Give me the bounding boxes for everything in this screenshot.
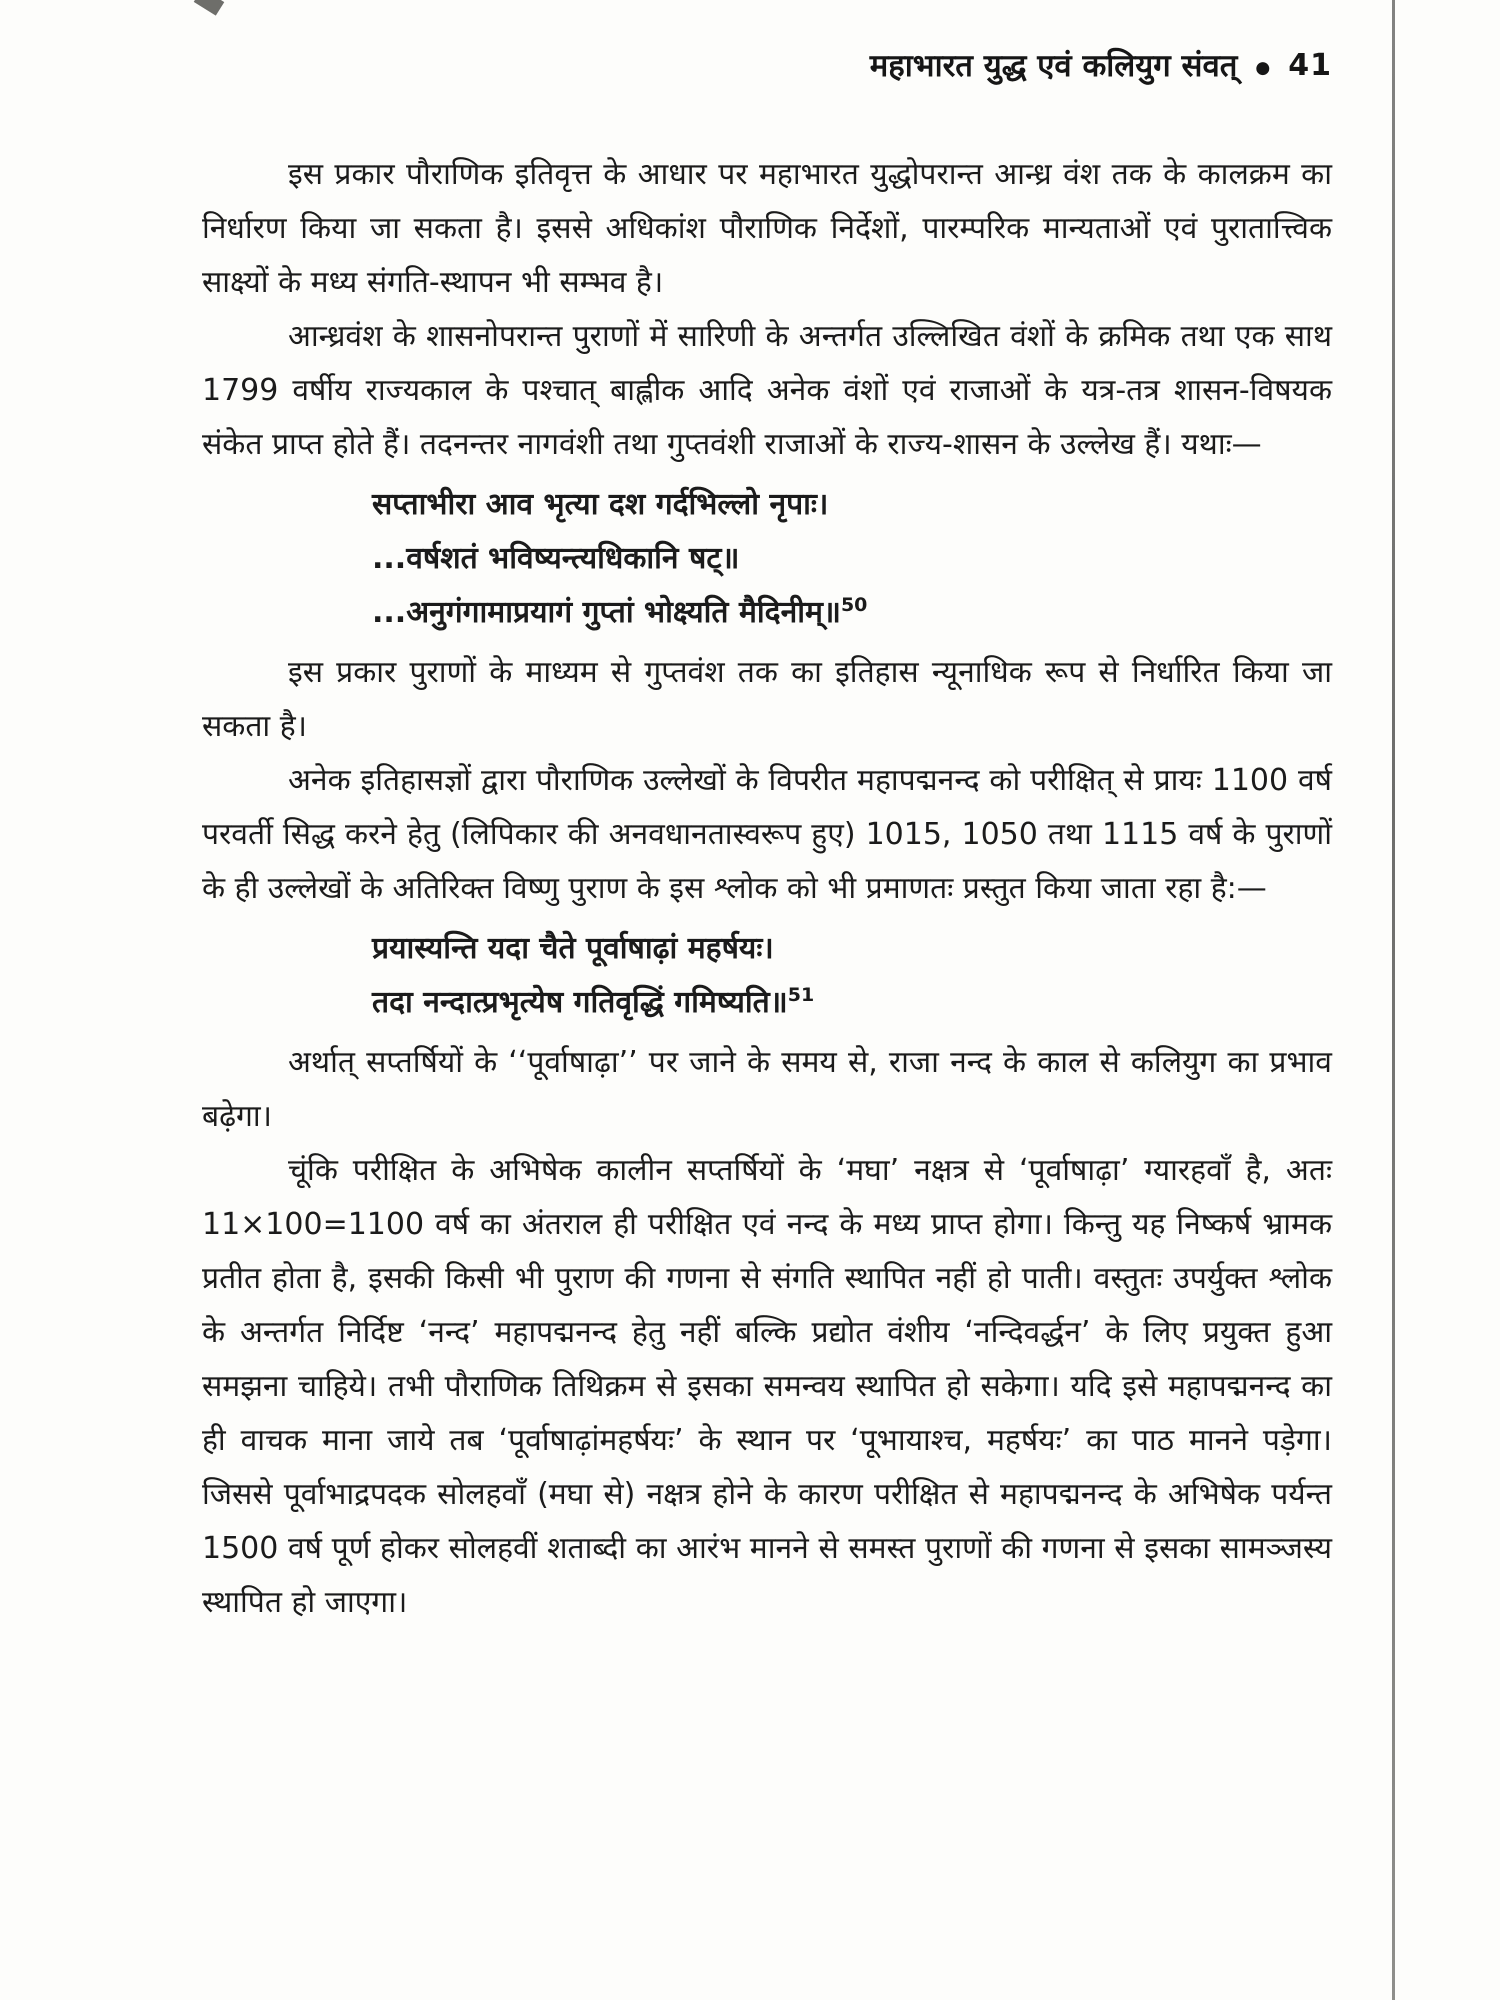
verse-line-text: ...अनुगंगामाप्रयागं गुप्तां भोक्ष्यति मैदिनीम्॥ <box>372 595 841 630</box>
sanskrit-verse-2 <box>202 922 1332 1030</box>
running-header-title: महाभारत युद्ध एवं कलियुग संवत् <box>869 48 1238 84</box>
page-number: 41 <box>1288 48 1332 83</box>
verse-line-text: तदा नन्दात्प्रभृत्येष गतिवृद्धिं गमिष्यति॥ <box>372 985 788 1020</box>
paragraph-6: चूंकि परीक्षित के अभिषेक कालीन सप्तर्षियों के ‘मघा’ नक्षत्र से ‘पूर्वाषाढ़ा’ ग्यारहवाँ है, अतः 11×100=1100 वर्ष का अंतराल ही परीक्षित एवं नन्द के मध्य प्राप्त होगा। किन्तु यह निष्कर्ष भ्रामक प्रतीत होता है, इसकी किसी भी पुराण की गणना से संगति स्थापित नहीं हो पाती। वस्तुतः उपर्युक्त श्लोक के अन्तर्गत निर्दिष्ट ‘नन्द’ महापद्मनन्द हेतु नहीं बल्कि प्रद्योत वंशीय ‘नन्दिवर्द्धन’ के लिए प्रयुक्त हुआ समझना चाहिये। तभी पौराणिक तिथिक्रम से इसका समन्वय स्थापित हो सकेगा। यदि इसे महापद्मनन्द का ही वाचक माना जाये तब ‘पूर्वाषाढ़ांमहर्षयः’ के स्थान पर ‘पूभायाश्च, महर्षयः’ का पाठ मानने पड़ेगा। जिससे पूर्वाभाद्रपदक सोलहवाँ (मघा से) नक्षत्र होने के कारण परीक्षित से महापद्मनन्द के अभिषेक पर्यन्त 1500 वर्ष पूर्ण होकर सोलहवीं शताब्दी का आरंभ मानने से समस्त पुराणों की गणना से इसका सामञ्जस्य स्थापित हो जाएगा। <box>202 1153 1332 1620</box>
verse-line <box>372 586 1332 640</box>
footnote-ref-51: 51 <box>787 984 815 1006</box>
paragraph-2: आन्ध्रवंश के शासनोपरान्त पुराणों में सारिणी के अन्तर्गत उल्लिखित वंशों के क्रमिक तथा एक साथ 1799 वर्षीय राज्यकाल के पश्चात् बाह्लीक आदि अनेक वंशों एवं राजाओं के यत्र-तत्र शासन-विषयक संकेत प्राप्त होते हैं। तदनन्तर नागवंशी तथा गुप्तवंशी राजाओं के राज्य-शासन के उल्लेख हैं। यथाः— <box>202 319 1332 462</box>
verse-line: प्रयास्यन्ति यदा चैते पूर्वाषाढ़ां महर्षयः। <box>372 931 774 966</box>
paragraph-4: अनेक इतिहासज्ञों द्वारा पौराणिक उल्लेखों के विपरीत महापद्मनन्द को परीक्षित् से प्रायः 1100 वर्ष परवर्ती सिद्ध करने हेतु (लिपिकार की अनवधानतास्वरूप हुए) 1015, 1050 तथा 1115 वर्ष के पुराणों के ही उल्लेखों के अतिरिक्त विष्णु पुराण के इस श्लोक को भी प्रमाणतः प्रस्तुत किया जाता रहा है:— <box>202 763 1332 906</box>
paragraph-3: इस प्रकार पुराणों के माध्यम से गुप्तवंश तक का इतिहास न्यूनाधिक रूप से निर्धारित किया जा सकता है। <box>202 655 1332 744</box>
verse-line: सप्ताभीरा आव भृत्या दश गर्दभिल्लो नृपाः। <box>372 487 829 522</box>
scan-edge-line <box>1392 0 1395 2000</box>
paragraph-1: इस प्रकार पौराणिक इतिवृत्त के आधार पर महाभारत युद्धोपरान्त आन्ध्र वंश तक के कालक्रम का निर्धारण किया जा सकता है। इससे अधिकांश पौराणिक निर्देशों, पारम्परिक मान्यताओं एवं पुरातात्त्विक साक्ष्यों के मध्य संगति-स्थापन भी सम्भव है। <box>202 157 1332 300</box>
footnote-ref-50: 50 <box>840 594 868 616</box>
verse-line <box>372 976 1332 1030</box>
page-body <box>0 148 1500 1630</box>
header-bullet-icon: ● <box>1255 58 1271 78</box>
paragraph-5: अर्थात् सप्तर्षियों के ‘‘पूर्वाषाढ़ा’’ पर जाने के समय से, राजा नन्द के काल से कलियुग का प्रभाव बढ़ेगा। <box>202 1045 1332 1134</box>
verse-line: ...वर्षशतं भविष्यन्त्यधिकानि षट्॥ <box>372 541 740 576</box>
sanskrit-verse-1 <box>202 478 1332 640</box>
running-header <box>0 0 1500 86</box>
